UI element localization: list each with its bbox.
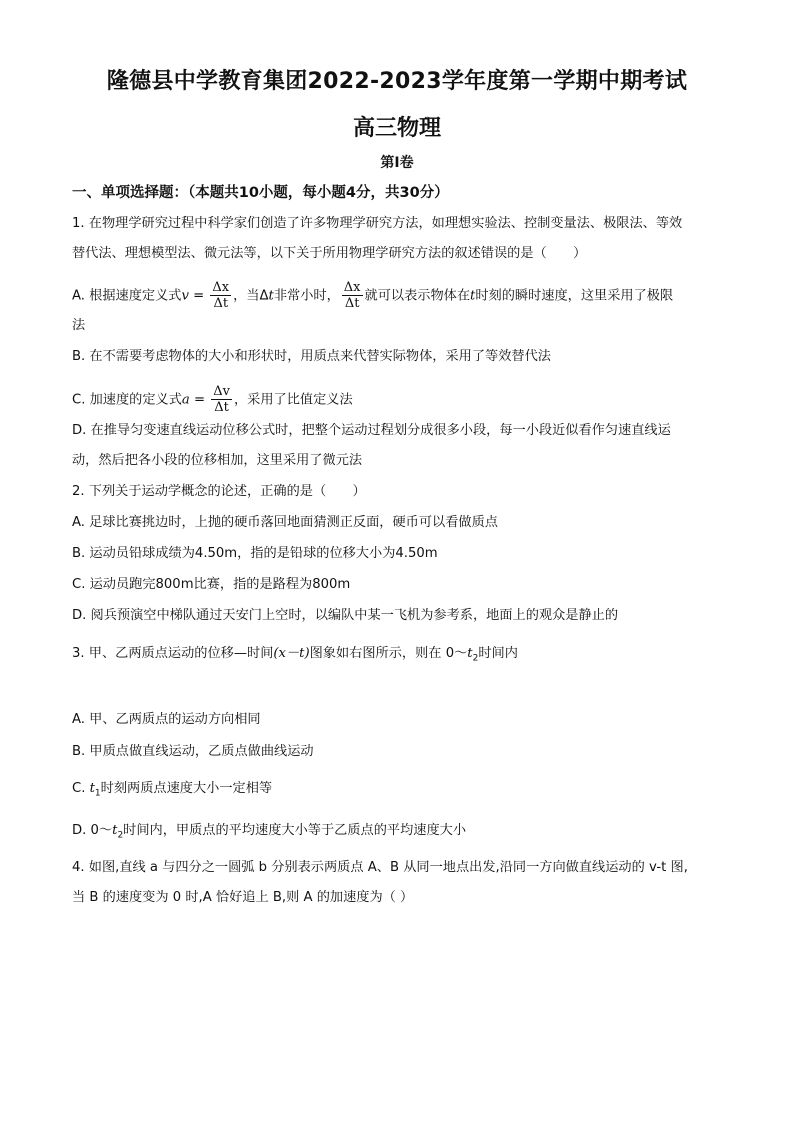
- q1-c-text-post: ，采用了比值定义法: [233, 392, 353, 408]
- var-t: t: [268, 288, 274, 304]
- q1-option-d-line2: 动，然后把各小段的位移相加，这里采用了微元法: [72, 453, 363, 468]
- q1-stem-line1: 1. 在物理学研究过程中科学家们创造了许多物理学研究方法，如理想实验法、控制变量法、极限法、等效: [72, 216, 683, 231]
- var-t: t: [470, 288, 476, 304]
- q3-stem-pre: 3. 甲、乙两质点运动的位移—时间: [72, 646, 274, 661]
- q4-stem-line2: 当 B 的速度变为 0 时,A 恰好追上 B,则 A 的加速度为（ ）: [72, 890, 414, 905]
- q1-a-text-post2: 时刻的瞬时速度，这里采用了极限: [475, 288, 674, 304]
- fraction-denominator: Δt: [213, 296, 229, 311]
- q3-stem-mid: 图象如右图所示，则在 0～: [309, 646, 468, 661]
- exam-subject: 高三物理: [352, 116, 441, 141]
- equals-sign: =: [189, 392, 210, 408]
- q1-a-text-pre: A. 根据速度定义式: [72, 288, 182, 304]
- fraction-numerator: Δx: [212, 280, 230, 295]
- fraction-numerator: Δx: [343, 280, 361, 295]
- section-heading: 一、单项选择题：（本题共10小题，每小题4分，共30分）: [72, 185, 449, 201]
- subscript: 2: [117, 830, 124, 841]
- q1-option-c: [72, 384, 724, 415]
- q2-option-d: D. 阅兵预演空中梯队通过天安门上空时，以编队中某一飞机为参考系，地面上的观众是静止的: [72, 608, 619, 623]
- q1-option-a-line2: 法: [72, 318, 86, 333]
- fraction-denominator: Δt: [214, 400, 229, 415]
- var-t: t: [467, 646, 473, 661]
- q3-option-c: [72, 779, 724, 804]
- var-a: a: [181, 392, 190, 408]
- q3-c-post: 时刻两质点速度大小一定相等: [100, 781, 273, 796]
- exam-title: 隆德县中学教育集团2022-2023学年度第一学期中期考试: [106, 69, 688, 94]
- q1-a-text-mid2: 非常小时，: [273, 288, 340, 304]
- var-v: v: [181, 288, 189, 304]
- q2-stem: 2. 下列关于运动学概念的论述，正确的是（ ）: [72, 484, 366, 499]
- subscript: 2: [472, 653, 479, 664]
- subscript: 1: [94, 788, 101, 799]
- q3-option-a: A. 甲、乙两质点的运动方向相同: [72, 712, 261, 727]
- q3-option-d: [72, 821, 724, 846]
- q1-option-d-line1: D. 在推导匀变速直线运动位移公式时，把整个运动过程划分成很多小段，每一小段近似看作匀速直线运: [72, 423, 671, 438]
- q1-a-text-post: 就可以表示物体在: [364, 288, 471, 304]
- acceleration-fraction: [211, 384, 232, 415]
- fraction-numerator: Δv: [213, 384, 230, 399]
- velocity-fraction-2: [342, 280, 363, 311]
- q2-option-b: B. 运动员铅球成绩为4.50m，指的是铅球的位移大小为4.50m: [72, 546, 438, 561]
- q1-stem-line2: 替代法、理想模型法、微元法等，以下关于所用物理学研究方法的叙述错误的是（ ）: [72, 246, 587, 261]
- q1-option-b: B. 在不需要考虑物体的大小和形状时，用质点来代替实际物体，采用了等效替代法: [72, 349, 551, 364]
- q3-option-b: B. 甲质点做直线运动，乙质点做曲线运动: [72, 744, 314, 759]
- var-t: t: [89, 781, 95, 796]
- volume-label: 第Ⅰ卷: [380, 155, 414, 171]
- velocity-fraction: [210, 280, 231, 311]
- q3-stem-post: 时间内: [478, 646, 518, 661]
- q1-option-a: [72, 280, 724, 311]
- q3-stem: [72, 644, 724, 669]
- q2-option-c: C. 运动员跑完800m比赛，指的是路程为800m: [72, 577, 351, 592]
- fraction-denominator: Δt: [344, 296, 360, 311]
- q3-xt-notation: (x－t): [273, 646, 310, 661]
- q3-c-pre: C.: [72, 781, 90, 796]
- q3-d-post: 时间内，甲质点的平均速度大小等于乙质点的平均速度大小: [123, 823, 467, 838]
- q1-a-text-mid: ，当Δ: [233, 288, 269, 304]
- q1-c-text-pre: C. 加速度的定义式: [72, 392, 182, 408]
- var-t: t: [112, 823, 118, 838]
- equals-sign: =: [188, 288, 209, 304]
- q2-option-a: A. 足球比赛挑边时，上抛的硬币落回地面猜测正反面，硬币可以看做质点: [72, 515, 498, 530]
- q3-d-pre: D. 0～: [72, 823, 113, 838]
- q4-stem-line1: 4. 如图,直线 a 与四分之一圆弧 b 分别表示两质点 A、B 从同一地点出发,沿同一方向做直线运动的 v-t 图,: [72, 860, 688, 875]
